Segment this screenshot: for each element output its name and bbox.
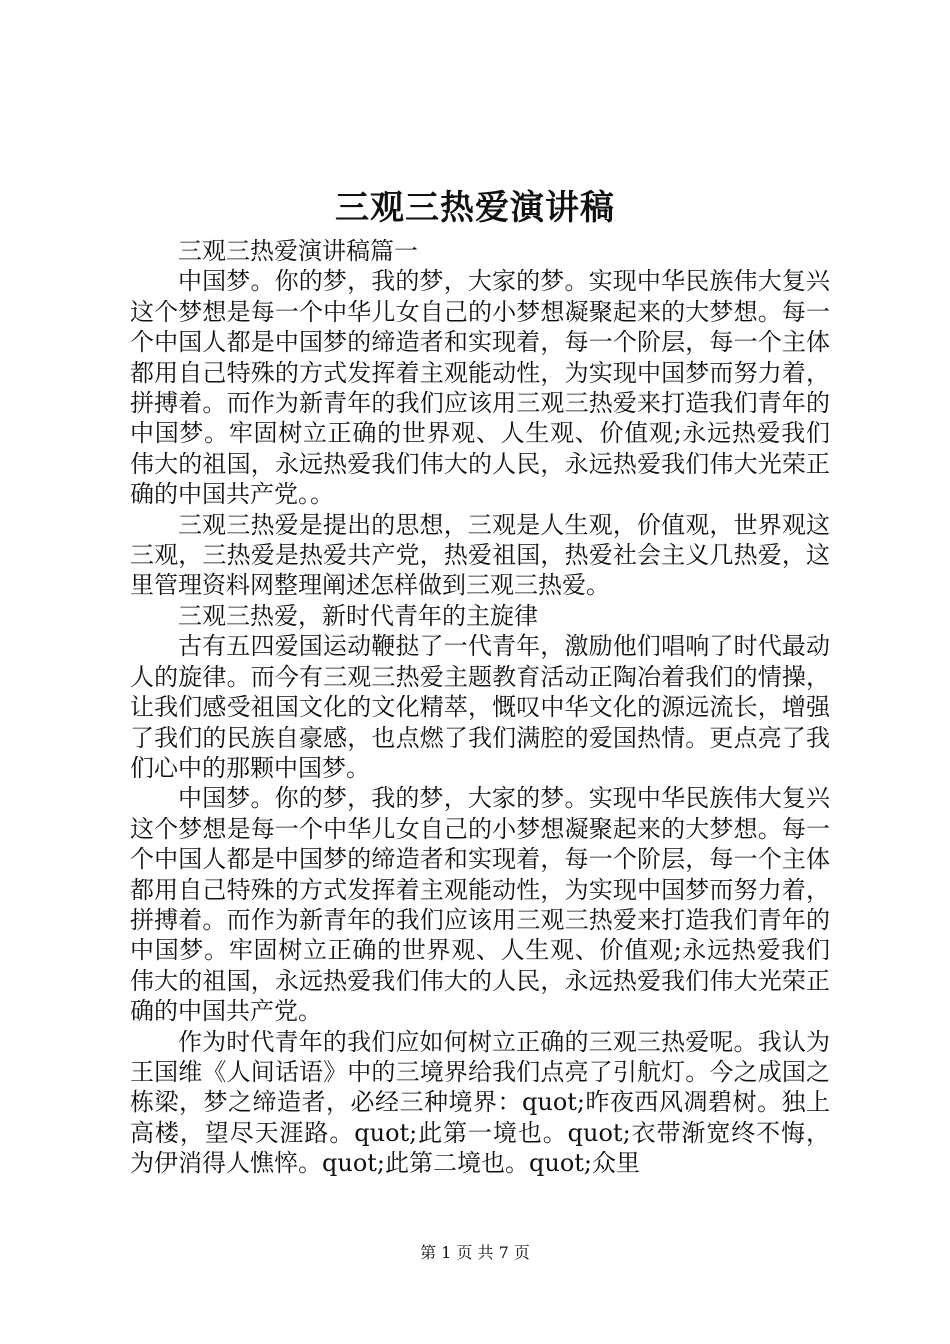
paragraph: 中国梦。你的梦，我的梦，大家的梦。实现中华民族伟大复兴这个梦想是每一个中华儿女自己的小梦想凝聚起来的大梦想。每一个中国人都是中国梦的缔造者和实现着，每一个阶层，每一个主体都用自己特殊的方式发挥着主观能动性，为实现中国梦而努力着，拼搏着。而作为新青年的我们应该用三观三热爱来打造我们青年的中国梦。牢固树立正确的世界观、人生观、价值观;永远热爱我们伟大的祖国，永远热爱我们伟大的人民，永远热爱我们伟大光荣正确的中国共产党。。 [130, 267, 830, 509]
paragraph-section-heading: 三观三热爱演讲稿篇一 [178, 237, 418, 265]
paragraph-subheading: 三观三热爱，新时代青年的主旋律 [178, 601, 538, 630]
paragraph: 三观三热爱是提出的思想，三观是人生观，价值观，世界观这三观，三热爱是热爱共产党，热爱祖国，热爱社会主义几热爱，这里管理资料网整理阐述怎样做到三观三热爱。 [130, 510, 830, 600]
page-title: 三观三热爱演讲稿 [335, 188, 615, 228]
paragraph: 中国梦。你的梦，我的梦，大家的梦。实现中华民族伟大复兴这个梦想是每一个中华儿女自己的小梦想凝聚起来的大梦想。每一个中国人都是中国梦的缔造者和实现着，每一个阶层，每一个主体都用自己特殊的方式发挥着主观能动性，为实现中国梦而努力着，拼搏着。而作为新青年的我们应该用三观三热爱来打造我们青年的中国梦。牢固树立正确的世界观、人生观、价值观;永远热爱我们伟大的祖国，永远热爱我们伟大的人民，永远热爱我们伟大光荣正确的中国共产党。 [130, 784, 830, 1026]
paragraph: 古有五四爱国运动鞭挞了一代青年，激励他们唱响了时代最动人的旋律。而今有三观三热爱主题教育活动正陶冶着我们的情操，让我们感受祖国文化的文化精萃，慨叹中华文化的源远流长，增强了我们的民族自豪感，也点燃了我们满腔的爱国热情。更点亮了我们心中的那颗中国梦。 [130, 632, 830, 782]
document-body [130, 236, 830, 1179]
page-number-footer: 第 1 页 共 7 页 [420, 1243, 530, 1262]
paragraph: 作为时代青年的我们应如何树立正确的三观三热爱呢。我认为王国维《人间话语》中的三境界给我们点亮了引航灯。今之成国之栋梁，梦之缔造者，必经三种境界：quot;昨夜西风凋碧树。独上高楼，望尽天涯路。quot;此第一境也。quot;衣带渐宽终不悔，为伊消得人憔悴。quot;此第二境也。quot;众里 [130, 1027, 830, 1178]
